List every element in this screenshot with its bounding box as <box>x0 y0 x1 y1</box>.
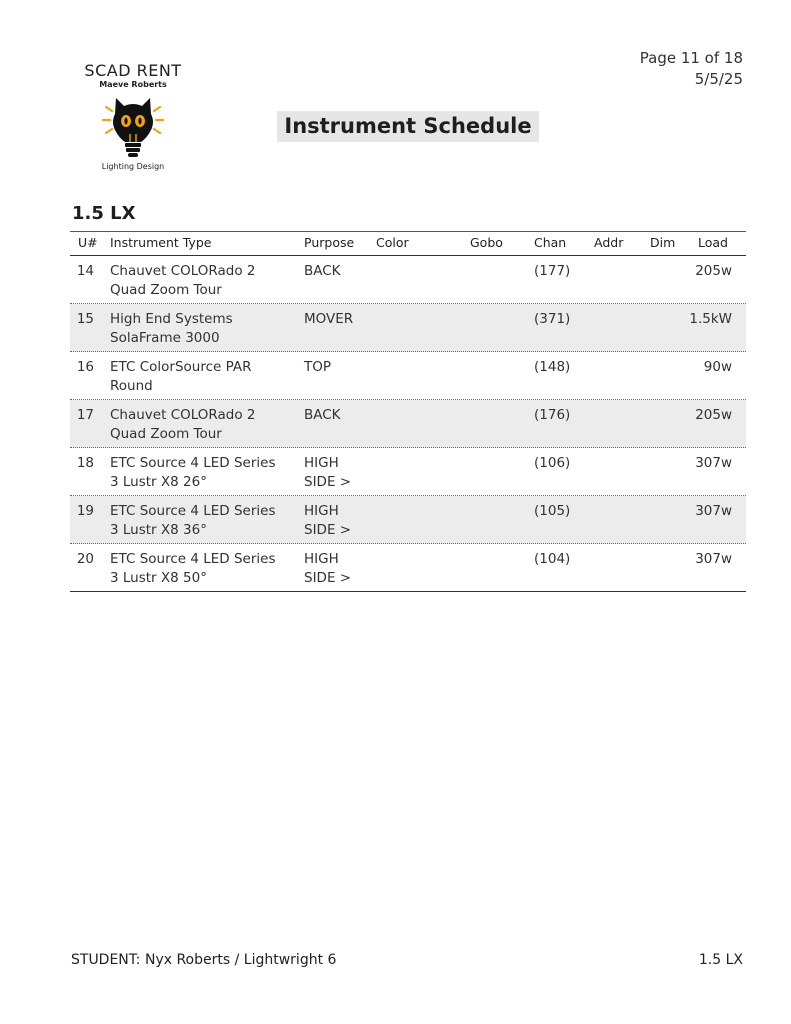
col-purpose: Purpose <box>304 235 355 250</box>
cell-purpose-line2: SIDE > <box>304 522 352 538</box>
cell-purpose-line1: HIGH <box>304 551 339 567</box>
cell-chan: (176) <box>534 407 571 423</box>
col-load: Load <box>698 235 728 250</box>
cell-type-line1: ETC ColorSource PAR <box>110 359 252 375</box>
cat-lightbulb-icon <box>93 90 173 162</box>
table-row <box>70 448 746 496</box>
cell-load: 307w <box>695 455 732 471</box>
cell-type-line1: Chauvet COLORado 2 <box>110 407 256 423</box>
logo-brand: SCAD RENT <box>84 61 182 80</box>
cell-unit: 16 <box>76 359 94 375</box>
cell-chan: (177) <box>534 263 571 279</box>
cell-load: 205w <box>695 407 732 423</box>
cell-type-line2: 3 Lustr X8 26° <box>110 474 207 490</box>
cell-type-line2: 3 Lustr X8 50° <box>110 570 207 586</box>
instrument-table <box>70 231 746 592</box>
footer-student: STUDENT: Nyx Roberts / Lightwright 6 <box>71 952 337 968</box>
page-number: Page 11 of 18 <box>639 49 743 67</box>
cell-purpose <box>304 262 370 281</box>
cell-type <box>110 502 295 540</box>
cell-unit: 15 <box>76 311 94 327</box>
cell-type-line1: Chauvet COLORado 2 <box>110 263 256 279</box>
col-type: Instrument Type <box>110 235 212 250</box>
cell-type <box>110 262 295 300</box>
cell-type-line2: 3 Lustr X8 36° <box>110 522 207 538</box>
cell-chan: (148) <box>534 359 571 375</box>
cell-load: 205w <box>695 263 732 279</box>
cell-unit: 18 <box>76 455 94 471</box>
cell-chan: (104) <box>534 551 571 567</box>
cell-type-line2: Quad Zoom Tour <box>110 282 222 298</box>
footer-position: 1.5 LX <box>698 952 743 968</box>
cell-unit: 20 <box>76 551 94 567</box>
cell-purpose <box>304 406 370 425</box>
table-header <box>70 231 746 256</box>
cell-type <box>110 358 295 396</box>
cell-unit: 17 <box>76 407 94 423</box>
cell-purpose <box>304 358 370 377</box>
table-row <box>70 400 746 448</box>
cell-chan: (106) <box>534 455 571 471</box>
cell-type-line1: ETC Source 4 LED Series <box>110 503 276 519</box>
cell-type <box>110 550 295 588</box>
cell-chan: (371) <box>534 311 571 327</box>
cell-type-line2: Round <box>110 378 153 394</box>
cell-purpose-line2: SIDE > <box>304 474 352 490</box>
logo-tagline: Lighting Design <box>101 162 165 171</box>
cell-load: 307w <box>695 503 732 519</box>
cell-purpose-line1: MOVER <box>304 311 354 327</box>
cell-type-line2: Quad Zoom Tour <box>110 426 222 442</box>
col-chan: Chan <box>534 235 567 250</box>
cell-type <box>110 310 295 348</box>
table-row <box>70 256 746 304</box>
cell-purpose-line1: HIGH <box>304 455 339 471</box>
cell-load: 90w <box>703 359 732 375</box>
cell-purpose-line2: SIDE > <box>304 570 352 586</box>
col-gobo: Gobo <box>470 235 503 250</box>
cell-type-line1: High End Systems <box>110 311 233 327</box>
col-dim: Dim <box>650 235 676 250</box>
table-row <box>70 352 746 400</box>
print-date: 5/5/25 <box>694 70 743 88</box>
page-title: Instrument Schedule <box>277 111 539 142</box>
logo <box>78 62 188 174</box>
cell-purpose-line1: BACK <box>304 407 341 423</box>
col-color: Color <box>376 235 409 250</box>
col-unit: U# <box>78 235 98 250</box>
cell-purpose <box>304 502 370 540</box>
cell-type-line1: ETC Source 4 LED Series <box>110 551 276 567</box>
cell-purpose-line1: HIGH <box>304 503 339 519</box>
cell-load: 307w <box>695 551 732 567</box>
cell-unit: 19 <box>76 503 94 519</box>
cell-type <box>110 406 295 444</box>
table-row <box>70 304 746 352</box>
cell-purpose-line1: TOP <box>304 359 332 375</box>
cell-type-line1: ETC Source 4 LED Series <box>110 455 276 471</box>
table-row <box>70 496 746 544</box>
logo-owner: Maeve Roberts <box>99 80 167 89</box>
cell-purpose <box>304 550 370 588</box>
page-info <box>640 48 743 90</box>
cell-purpose <box>304 310 370 329</box>
cell-purpose-line1: BACK <box>304 263 341 279</box>
table-row <box>70 544 746 592</box>
cell-load: 1.5kW <box>689 311 732 327</box>
cell-chan: (105) <box>534 503 571 519</box>
col-addr: Addr <box>594 235 624 250</box>
cell-purpose <box>304 454 370 492</box>
section-title: 1.5 LX <box>72 203 136 224</box>
cell-type-line2: SolaFrame 3000 <box>110 330 220 346</box>
cell-unit: 14 <box>76 263 94 279</box>
cell-type <box>110 454 295 492</box>
